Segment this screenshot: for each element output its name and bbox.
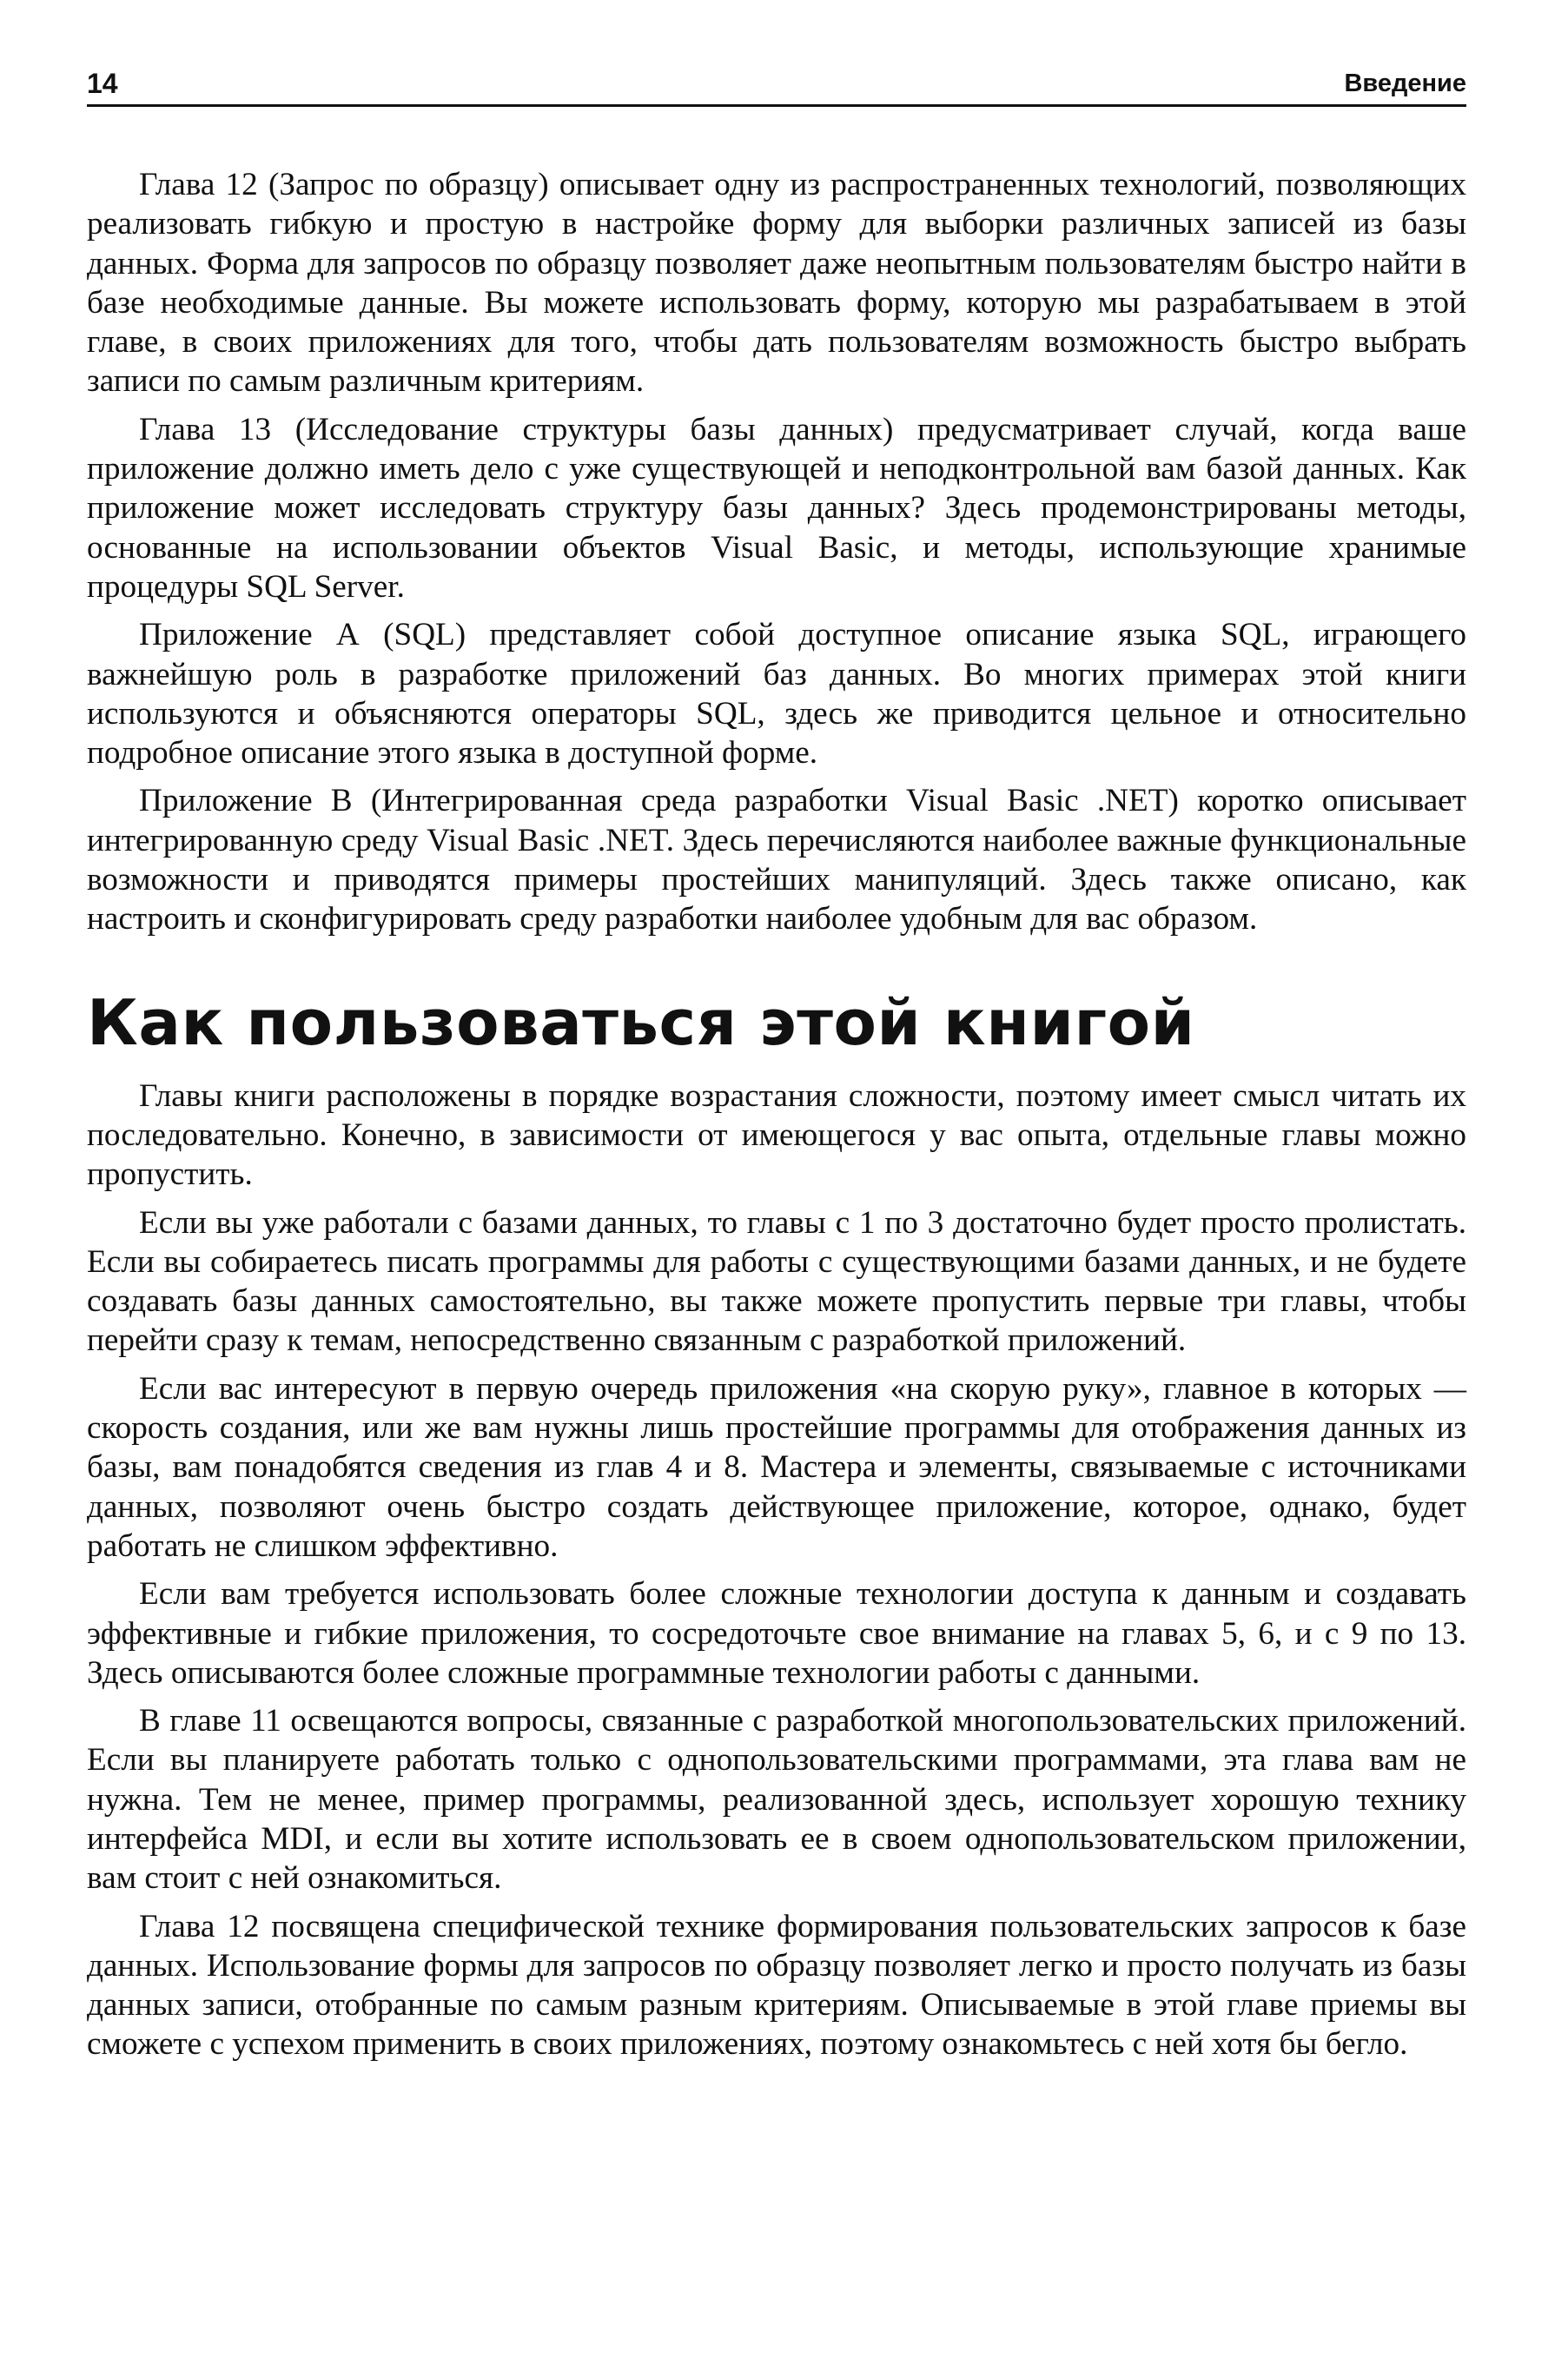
paragraph-chapter-13: Глава 13 (Исследование структуры базы данных) предусматривает случай, когда ваше приложение должно иметь дело с уже существующей и неподконтрольной вам базой данных. Как приложение может исследовать структуру базы данных? Здесь продемонстрированы методы, основанные на использовании объектов Visual Basic, и методы, использующие хранимые процедуры SQL Server.	[87, 411, 1466, 605]
running-head-title: Введение	[1344, 70, 1466, 97]
paragraph-reading-order: Главы книги расположены в порядке возрастания сложности, поэтому имеет смысл читать их последовательно. Конечно, в зависимости от имеющегося у вас опыта, отдельные главы можно пропустить.	[87, 1077, 1466, 1193]
paragraph-query-by-example: Глава 12 посвящена специфической технике формирования пользовательских запросов к базе данных. Использование формы для запросов по образцу позволяет легко и просто получать из базы данных записи, отобранные по самым разным критериям. Описываемые в этой главе приемы вы сможете с успехом применить в своих приложениях, поэтому ознакомьтесь с ней хотя бы бегло.	[87, 1908, 1466, 2063]
paragraph-chapter-12: Глава 12 (Запрос по образцу) описывает одну из распространенных технологий, позволяющих реализовать гибкую и простую в настройке форму для выборки различных записей из базы данных. Форма для запросов по образцу позволяет даже неопытным пользователям быстро найти в базе необходимые данные. Вы можете использовать форму, которую мы разрабатываем в этой главе, в своих приложениях для того, чтобы дать пользователям возможность быстро выбрать записи по самым различным критериям.	[87, 167, 1466, 400]
page-number: 14	[87, 68, 118, 99]
page-body	[87, 165, 1466, 2073]
paragraph-appendix-a: Приложение А (SQL) представляет собой доступное описание языка SQL, играющего важнейшую роль в разработке приложений баз данных. Во многих примерах этой книги используются и объясняются операторы SQL, здесь же приводится цельное и относительно подробное описание этого языка в доступной форме.	[87, 617, 1466, 772]
section-heading: Как пользоваться этой книгой	[87, 985, 1195, 1059]
paragraph-appendix-b: Приложение В (Интегрированная среда разработки Visual Basic .NET) коротко описывает интегрированную среду Visual Basic .NET. Здесь перечисляются наиболее важные функциональные возможности и приводятся примеры простейших манипуляций. Здесь также описано, как настроить и сконфигурировать среду разработки наиболее удобным для вас образом.	[87, 783, 1466, 937]
paragraph-multiuser: В главе 11 освещаются вопросы, связанные с разработкой многопользовательских приложений. Если вы планируете работать только с однопользовательскими программами, эта глава вам не нужна. Тем не менее, пример программы, реализованной здесь, использует хорошую технику интерфейса MDI, и если вы хотите использовать ее в своем однопользовательском приложении, вам стоит с ней ознакомиться.	[87, 1703, 1466, 1897]
paragraph-advanced: Если вам требуется использовать более сложные технологии доступа к данным и создавать эффективные и гибкие приложения, то сосредоточьте свое внимание на главах 5, 6, и с 9 по 13. Здесь описываются более сложные программные технологии работы с данными.	[87, 1576, 1466, 1691]
paragraph-quick-apps: Если вас интересуют в первую очередь приложения «на скорую руку», главное в которых — скорость создания, или же вам нужны лишь простейшие программы для отображения данных из базы, вам понадобятся сведения из глав 4 и 8. Мастера и элементы, связываемые с источниками данных, позволяют очень быстро создать действующее приложение, которое, однако, будет работать не слишком эффективно.	[87, 1370, 1466, 1564]
running-header	[87, 68, 1466, 107]
paragraph-skip-basics: Если вы уже работали с базами данных, то главы с 1 по 3 достаточно будет просто пролистать. Если вы собираетесь писать программы для работы с существующими базами данных, и не будете создавать базы данных самостоятельно, вы также можете пропустить первые три главы, чтобы перейти сразу к темам, непосредственно связанным с разработкой приложений.	[87, 1204, 1466, 1359]
